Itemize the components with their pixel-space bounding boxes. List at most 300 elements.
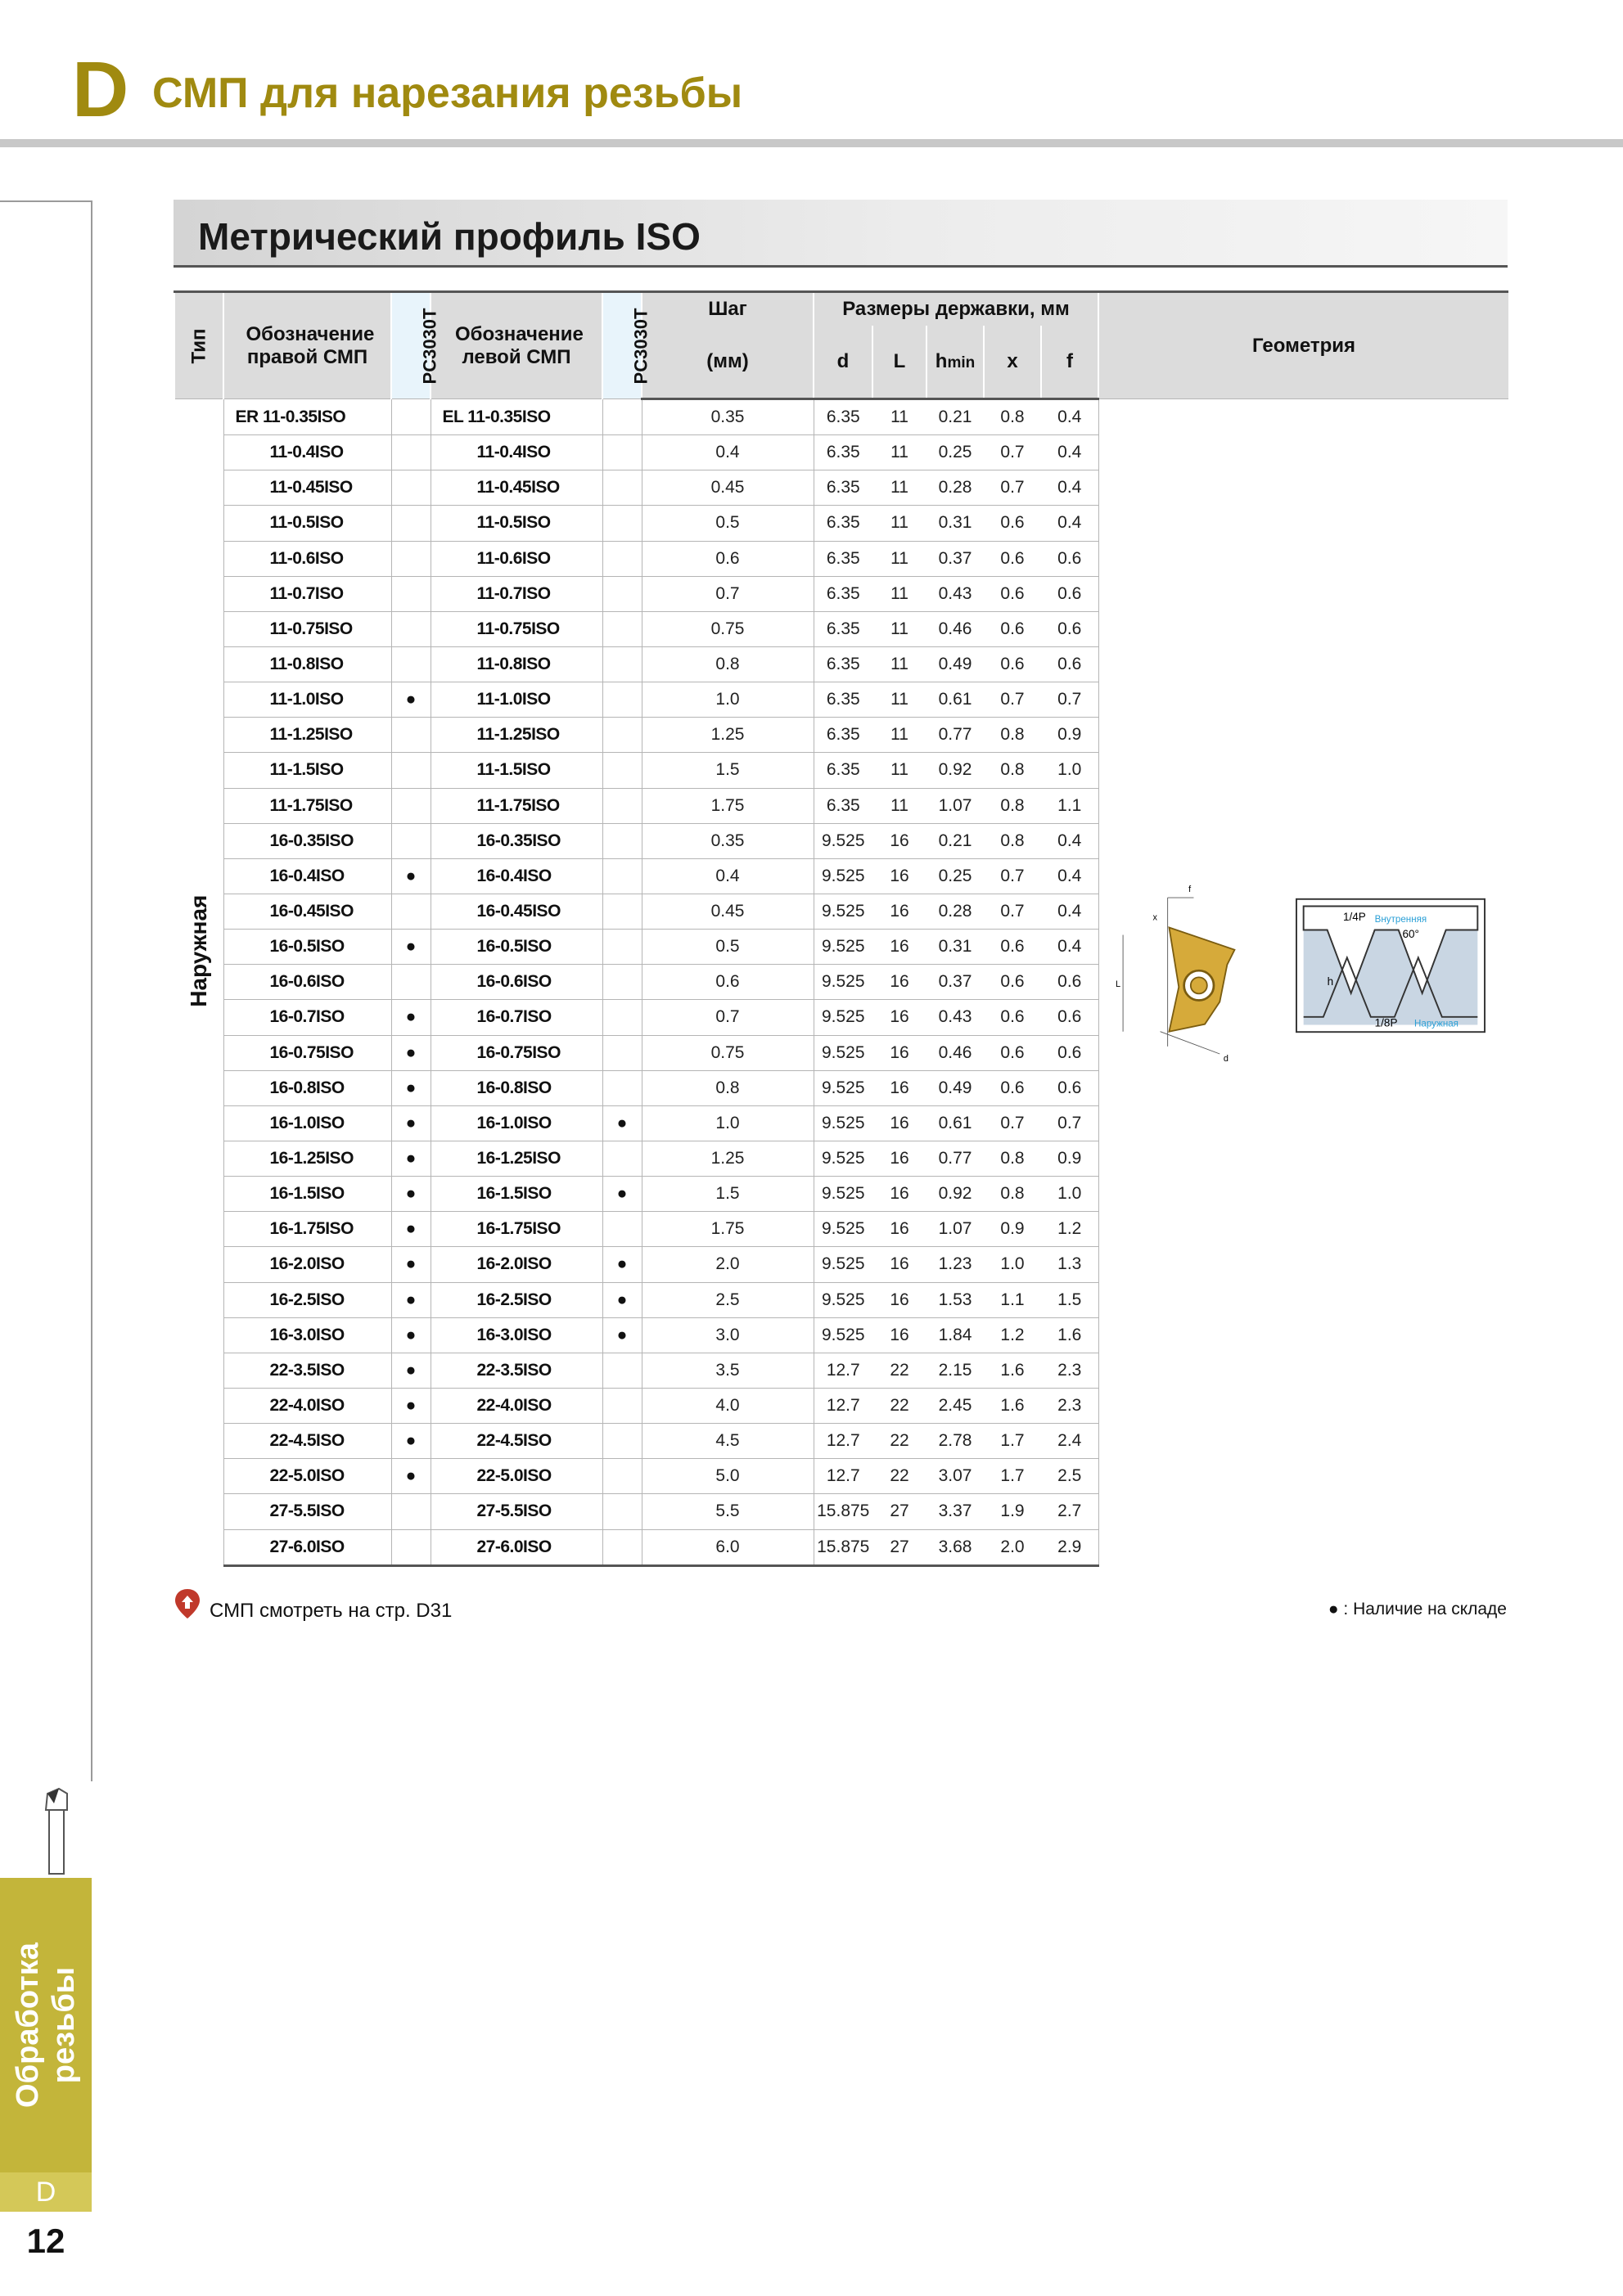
pitch-cell: 0.75 xyxy=(642,1035,814,1070)
stock-dot-left: ● xyxy=(602,1282,642,1317)
stock-dot-left xyxy=(602,1388,642,1423)
x-cell: 1.7 xyxy=(984,1424,1041,1459)
x-cell: 0.7 xyxy=(984,858,1041,894)
label-d: d xyxy=(1223,1054,1229,1065)
d-cell: 9.525 xyxy=(814,1070,872,1105)
L-cell: 16 xyxy=(872,930,926,965)
stock-dot-left xyxy=(602,1035,642,1070)
stock-dot-right xyxy=(391,435,431,470)
pitch-cell: 0.5 xyxy=(642,506,814,541)
right-insert-code: 11-0.75ISO xyxy=(223,611,391,646)
L-cell: 22 xyxy=(872,1424,926,1459)
left-insert-code: 22-3.5ISO xyxy=(431,1353,602,1388)
header-type: Тип xyxy=(174,292,223,399)
left-insert-code: 16-0.7ISO xyxy=(431,1000,602,1035)
left-insert-code: 11-1.5ISO xyxy=(431,753,602,788)
right-insert-code: 11-0.7ISO xyxy=(223,576,391,611)
page-reference: СМП смотреть на стр. D31 xyxy=(210,1600,453,1622)
pitch-cell: 0.35 xyxy=(642,823,814,858)
pitch-cell: 0.8 xyxy=(642,1070,814,1105)
left-insert-code: 16-1.75ISO xyxy=(431,1212,602,1247)
f-cell: 1.0 xyxy=(1041,753,1098,788)
stock-dot-left xyxy=(602,1212,642,1247)
stock-dot-left xyxy=(602,576,642,611)
pitch-cell: 2.0 xyxy=(642,1247,814,1282)
hmin-cell: 0.37 xyxy=(926,965,984,1000)
right-insert-code: 22-5.0ISO xyxy=(223,1459,391,1494)
d-cell: 6.35 xyxy=(814,399,872,435)
header-pitch-unit: (мм) xyxy=(642,326,814,399)
x-cell: 0.6 xyxy=(984,1070,1041,1105)
header-left-insert: Обозначение левой СМП xyxy=(431,292,602,399)
x-cell: 1.7 xyxy=(984,1459,1041,1494)
right-insert-code: 11-0.45ISO xyxy=(223,470,391,506)
right-insert-code: 16-0.8ISO xyxy=(223,1070,391,1105)
pitch-cell: 1.0 xyxy=(642,682,814,718)
stock-dot-right xyxy=(391,788,431,823)
d-cell: 9.525 xyxy=(814,1035,872,1070)
right-insert-code: 16-3.0ISO xyxy=(223,1317,391,1353)
stock-dot-right: ● xyxy=(391,1282,431,1317)
d-cell: 9.525 xyxy=(814,930,872,965)
stock-dot-right xyxy=(391,823,431,858)
L-cell: 16 xyxy=(872,894,926,929)
hmin-cell: 0.77 xyxy=(926,718,984,753)
f-cell: 2.5 xyxy=(1041,1459,1098,1494)
pitch-cell: 0.35 xyxy=(642,399,814,435)
L-cell: 11 xyxy=(872,788,926,823)
right-insert-code: 11-1.0ISO xyxy=(223,682,391,718)
left-insert-code: 22-5.0ISO xyxy=(431,1459,602,1494)
stock-dot-left xyxy=(602,894,642,929)
stock-dot-left xyxy=(602,646,642,682)
f-cell: 0.6 xyxy=(1041,646,1098,682)
stock-dot-right: ● xyxy=(391,1141,431,1176)
left-insert-code: 16-0.45ISO xyxy=(431,894,602,929)
pitch-cell: 5.0 xyxy=(642,1459,814,1494)
left-insert-code: 16-1.25ISO xyxy=(431,1141,602,1176)
stock-dot-left: ● xyxy=(602,1247,642,1282)
d-cell: 9.525 xyxy=(814,858,872,894)
x-cell: 0.6 xyxy=(984,965,1041,1000)
pitch-cell: 2.5 xyxy=(642,1282,814,1317)
stock-dot-right xyxy=(391,1529,431,1565)
f-cell: 2.4 xyxy=(1041,1424,1098,1459)
stock-legend xyxy=(1328,1600,1507,1619)
left-insert-code: 16-0.8ISO xyxy=(431,1070,602,1105)
L-cell: 16 xyxy=(872,1070,926,1105)
right-insert-code: 11-1.25ISO xyxy=(223,718,391,753)
pitch-cell: 4.0 xyxy=(642,1388,814,1423)
x-cell: 0.6 xyxy=(984,930,1041,965)
rail-divider xyxy=(91,202,92,1781)
stock-dot-right xyxy=(391,1494,431,1529)
pitch-cell: 0.7 xyxy=(642,576,814,611)
x-cell: 0.7 xyxy=(984,1105,1041,1141)
stock-dot-left xyxy=(602,682,642,718)
d-cell: 9.525 xyxy=(814,1317,872,1353)
left-insert-code: 16-1.0ISO xyxy=(431,1105,602,1141)
x-cell: 0.6 xyxy=(984,576,1041,611)
right-insert-code: 16-1.25ISO xyxy=(223,1141,391,1176)
d-cell: 6.35 xyxy=(814,541,872,576)
x-cell: 2.0 xyxy=(984,1529,1041,1565)
pitch-cell: 1.0 xyxy=(642,1105,814,1141)
right-insert-code: 22-4.5ISO xyxy=(223,1424,391,1459)
L-cell: 11 xyxy=(872,399,926,435)
f-cell: 0.9 xyxy=(1041,718,1098,753)
f-cell: 0.7 xyxy=(1041,682,1098,718)
header-right-insert: Обозначение правой СМП xyxy=(223,292,391,399)
rail-divider-top xyxy=(0,200,92,202)
left-insert-code: 16-0.35ISO xyxy=(431,823,602,858)
header-x: x xyxy=(984,326,1041,399)
pitch-cell: 0.4 xyxy=(642,435,814,470)
d-cell: 12.7 xyxy=(814,1353,872,1388)
d-cell: 6.35 xyxy=(814,682,872,718)
L-cell: 16 xyxy=(872,823,926,858)
stock-dot-left xyxy=(602,470,642,506)
page-number: 12 xyxy=(26,2222,65,2260)
L-cell: 16 xyxy=(872,1317,926,1353)
stock-dot-right: ● xyxy=(391,1353,431,1388)
L-cell: 11 xyxy=(872,611,926,646)
hmin-cell: 0.61 xyxy=(926,1105,984,1141)
label-eighth-p: 1/8P xyxy=(1374,1016,1397,1029)
hmin-cell: 0.43 xyxy=(926,576,984,611)
hmin-cell: 0.28 xyxy=(926,470,984,506)
sidebar-section-letter: D xyxy=(0,2172,92,2212)
x-cell: 0.6 xyxy=(984,1035,1041,1070)
f-cell: 0.4 xyxy=(1041,894,1098,929)
right-insert-code: 11-0.8ISO xyxy=(223,646,391,682)
pitch-cell: 0.6 xyxy=(642,965,814,1000)
left-insert-code: 11-0.8ISO xyxy=(431,646,602,682)
stock-dot-left: ● xyxy=(602,1177,642,1212)
stock-dot-right: ● xyxy=(391,1459,431,1494)
right-insert-code: 16-0.45ISO xyxy=(223,894,391,929)
header-grade-left: PC3030T xyxy=(602,292,642,399)
label-f: f xyxy=(1188,884,1191,894)
geometry-cell xyxy=(1098,399,1508,1566)
section-banner xyxy=(174,200,1508,268)
pitch-cell: 3.0 xyxy=(642,1317,814,1353)
stock-dot-right: ● xyxy=(391,1105,431,1141)
stock-dot-left xyxy=(602,788,642,823)
right-insert-code: 27-5.5ISO xyxy=(223,1494,391,1529)
f-cell: 2.7 xyxy=(1041,1494,1098,1529)
left-insert-code: 11-0.4ISO xyxy=(431,435,602,470)
page-title: СМП для нарезания резьбы xyxy=(152,70,743,117)
pitch-cell: 1.75 xyxy=(642,788,814,823)
hmin-cell: 2.78 xyxy=(926,1424,984,1459)
label-internal: Внутренняя xyxy=(1374,913,1427,925)
label-h: h xyxy=(1327,975,1333,988)
left-insert-code: 11-1.0ISO xyxy=(431,682,602,718)
stock-dot-left xyxy=(602,1000,642,1035)
header-holder-dims: Размеры державки, мм xyxy=(814,292,1098,326)
f-cell: 0.6 xyxy=(1041,965,1098,1000)
hmin-cell: 0.21 xyxy=(926,399,984,435)
x-cell: 0.8 xyxy=(984,1177,1041,1212)
L-cell: 11 xyxy=(872,753,926,788)
stock-dot-left xyxy=(602,399,642,435)
d-cell: 9.525 xyxy=(814,1141,872,1176)
d-cell: 6.35 xyxy=(814,611,872,646)
stock-dot-left xyxy=(602,965,642,1000)
d-cell: 6.35 xyxy=(814,646,872,682)
header-pitch: Шаг xyxy=(642,292,814,326)
hmin-cell: 3.37 xyxy=(926,1494,984,1529)
page-reference-icon xyxy=(174,1587,201,1620)
left-insert-code: 11-0.7ISO xyxy=(431,576,602,611)
f-cell: 0.6 xyxy=(1041,611,1098,646)
left-insert-code: 16-2.0ISO xyxy=(431,1247,602,1282)
stock-dot-left xyxy=(602,1353,642,1388)
x-cell: 0.6 xyxy=(984,541,1041,576)
left-insert-code: 11-0.45ISO xyxy=(431,470,602,506)
stock-dot-right: ● xyxy=(391,858,431,894)
right-insert-code: 11-1.5ISO xyxy=(223,753,391,788)
L-cell: 27 xyxy=(872,1494,926,1529)
stock-dot-left xyxy=(602,1141,642,1176)
right-insert-code: 16-2.5ISO xyxy=(223,1282,391,1317)
x-cell: 0.8 xyxy=(984,823,1041,858)
hmin-cell: 0.31 xyxy=(926,930,984,965)
sidebar-tab-label: Обработка резьбы xyxy=(11,1943,81,2108)
f-cell: 0.4 xyxy=(1041,435,1098,470)
section-title: Метрический профиль ISO xyxy=(198,215,701,258)
right-insert-code: 22-4.0ISO xyxy=(223,1388,391,1423)
hmin-cell: 1.53 xyxy=(926,1282,984,1317)
left-insert-code: 11-0.75ISO xyxy=(431,611,602,646)
header-hmin: hmin xyxy=(926,326,984,399)
hmin-cell: 0.61 xyxy=(926,682,984,718)
stock-dot-right xyxy=(391,576,431,611)
stock-dot-left xyxy=(602,718,642,753)
hmin-cell: 1.23 xyxy=(926,1247,984,1282)
d-cell: 9.525 xyxy=(814,1000,872,1035)
L-cell: 16 xyxy=(872,858,926,894)
d-cell: 12.7 xyxy=(814,1459,872,1494)
d-cell: 6.35 xyxy=(814,718,872,753)
L-cell: 16 xyxy=(872,965,926,1000)
right-insert-code: 16-1.75ISO xyxy=(223,1212,391,1247)
left-insert-code: 22-4.0ISO xyxy=(431,1388,602,1423)
stock-dot-right: ● xyxy=(391,1177,431,1212)
left-insert-code: 16-0.6ISO xyxy=(431,965,602,1000)
L-cell: 16 xyxy=(872,1247,926,1282)
left-insert-code: 27-6.0ISO xyxy=(431,1529,602,1565)
d-cell: 9.525 xyxy=(814,1105,872,1141)
pitch-cell: 0.75 xyxy=(642,611,814,646)
hmin-cell: 1.84 xyxy=(926,1317,984,1353)
L-cell: 11 xyxy=(872,506,926,541)
f-cell: 1.1 xyxy=(1041,788,1098,823)
L-cell: 11 xyxy=(872,541,926,576)
x-cell: 0.7 xyxy=(984,470,1041,506)
hmin-cell: 3.68 xyxy=(926,1529,984,1565)
label-x: x xyxy=(1152,912,1157,923)
label-angle: 60° xyxy=(1402,928,1419,941)
L-cell: 16 xyxy=(872,1105,926,1141)
stock-dot-right xyxy=(391,470,431,506)
L-cell: 16 xyxy=(872,1177,926,1212)
left-insert-code: 16-0.75ISO xyxy=(431,1035,602,1070)
pitch-cell: 1.5 xyxy=(642,753,814,788)
L-cell: 22 xyxy=(872,1388,926,1423)
x-cell: 0.6 xyxy=(984,506,1041,541)
hmin-cell: 0.25 xyxy=(926,435,984,470)
pitch-cell: 0.45 xyxy=(642,470,814,506)
header-geometry: Геометрия xyxy=(1098,292,1508,399)
right-insert-code: 11-1.75ISO xyxy=(223,788,391,823)
d-cell: 9.525 xyxy=(814,1212,872,1247)
x-cell: 0.7 xyxy=(984,682,1041,718)
stock-dot-left xyxy=(602,541,642,576)
L-cell: 16 xyxy=(872,1035,926,1070)
pitch-cell: 5.5 xyxy=(642,1494,814,1529)
stock-dot-right xyxy=(391,965,431,1000)
hmin-cell: 0.46 xyxy=(926,1035,984,1070)
x-cell: 0.6 xyxy=(984,611,1041,646)
stock-dot-right: ● xyxy=(391,1424,431,1459)
d-cell: 9.525 xyxy=(814,823,872,858)
x-cell: 0.7 xyxy=(984,894,1041,929)
stock-dot-left xyxy=(602,506,642,541)
hmin-cell: 0.28 xyxy=(926,894,984,929)
f-cell: 1.0 xyxy=(1041,1177,1098,1212)
stock-dot-left xyxy=(602,823,642,858)
stock-dot-left xyxy=(602,1424,642,1459)
f-cell: 0.6 xyxy=(1041,1000,1098,1035)
pitch-cell: 6.0 xyxy=(642,1529,814,1565)
x-cell: 1.6 xyxy=(984,1353,1041,1388)
right-insert-code: 16-0.35ISO xyxy=(223,823,391,858)
stock-dot-right: ● xyxy=(391,1000,431,1035)
right-insert-code: 27-6.0ISO xyxy=(223,1529,391,1565)
f-cell: 0.6 xyxy=(1041,1035,1098,1070)
stock-dot-right: ● xyxy=(391,1388,431,1423)
right-insert-code: 16-0.7ISO xyxy=(223,1000,391,1035)
header-divider xyxy=(0,139,1623,147)
hmin-cell: 0.77 xyxy=(926,1141,984,1176)
stock-dot-left xyxy=(602,1459,642,1494)
stock-dot-right: ● xyxy=(391,1212,431,1247)
hmin-cell: 2.15 xyxy=(926,1353,984,1388)
x-cell: 0.7 xyxy=(984,435,1041,470)
pitch-cell: 1.5 xyxy=(642,1177,814,1212)
stock-dot-left xyxy=(602,930,642,965)
right-insert-code: 16-1.5ISO xyxy=(223,1177,391,1212)
x-cell: 0.6 xyxy=(984,646,1041,682)
stock-dot-right: ● xyxy=(391,1035,431,1070)
hmin-cell: 1.07 xyxy=(926,1212,984,1247)
right-insert-code: 16-2.0ISO xyxy=(223,1247,391,1282)
L-cell: 16 xyxy=(872,1282,926,1317)
sidebar-tab[interactable] xyxy=(0,1878,92,2172)
f-cell: 0.9 xyxy=(1041,1141,1098,1176)
hmin-cell: 0.37 xyxy=(926,541,984,576)
hmin-cell: 0.46 xyxy=(926,611,984,646)
insert-table xyxy=(174,290,1508,1567)
stock-dot-right xyxy=(391,718,431,753)
f-cell: 0.6 xyxy=(1041,576,1098,611)
d-cell: 9.525 xyxy=(814,1247,872,1282)
x-cell: 0.8 xyxy=(984,1141,1041,1176)
right-insert-code: 16-0.6ISO xyxy=(223,965,391,1000)
stock-dot-left xyxy=(602,611,642,646)
L-cell: 11 xyxy=(872,682,926,718)
L-cell: 22 xyxy=(872,1459,926,1494)
type-label: Наружная xyxy=(185,894,211,1007)
L-cell: 11 xyxy=(872,435,926,470)
d-cell: 12.7 xyxy=(814,1424,872,1459)
d-cell: 6.35 xyxy=(814,788,872,823)
pitch-cell: 1.25 xyxy=(642,718,814,753)
left-insert-code: 22-4.5ISO xyxy=(431,1424,602,1459)
stock-dot-right: ● xyxy=(391,1247,431,1282)
right-insert-code: 11-0.5ISO xyxy=(223,506,391,541)
hmin-cell: 0.31 xyxy=(926,506,984,541)
x-cell: 0.9 xyxy=(984,1212,1041,1247)
L-cell: 11 xyxy=(872,718,926,753)
table-row xyxy=(174,399,1508,435)
d-cell: 6.35 xyxy=(814,435,872,470)
f-cell: 2.9 xyxy=(1041,1529,1098,1565)
stock-dot-right xyxy=(391,541,431,576)
f-cell: 2.3 xyxy=(1041,1388,1098,1423)
header-grade-right: PC3030T xyxy=(391,292,431,399)
x-cell: 0.8 xyxy=(984,753,1041,788)
x-cell: 1.9 xyxy=(984,1494,1041,1529)
f-cell: 1.6 xyxy=(1041,1317,1098,1353)
d-cell: 6.35 xyxy=(814,576,872,611)
L-cell: 16 xyxy=(872,1212,926,1247)
stock-dot-right: ● xyxy=(391,1317,431,1353)
left-insert-code: 16-0.5ISO xyxy=(431,930,602,965)
hmin-cell: 2.45 xyxy=(926,1388,984,1423)
f-cell: 0.6 xyxy=(1041,1070,1098,1105)
stock-legend-text: : Наличие на складе xyxy=(1343,1600,1507,1618)
stock-dot-left xyxy=(602,1494,642,1529)
f-cell: 0.4 xyxy=(1041,470,1098,506)
d-cell: 15.875 xyxy=(814,1529,872,1565)
f-cell: 0.7 xyxy=(1041,1105,1098,1141)
stock-dot-right: ● xyxy=(391,1070,431,1105)
x-cell: 1.0 xyxy=(984,1247,1041,1282)
stock-dot-right xyxy=(391,399,431,435)
right-insert-code: 11-0.6ISO xyxy=(223,541,391,576)
f-cell: 0.4 xyxy=(1041,858,1098,894)
thread-profile-drawing xyxy=(1296,897,1485,1034)
stock-dot-right xyxy=(391,611,431,646)
f-cell: 0.6 xyxy=(1041,541,1098,576)
f-cell: 0.4 xyxy=(1041,399,1098,435)
left-insert-code: 16-2.5ISO xyxy=(431,1282,602,1317)
x-cell: 1.1 xyxy=(984,1282,1041,1317)
pitch-cell: 4.5 xyxy=(642,1424,814,1459)
f-cell: 0.4 xyxy=(1041,823,1098,858)
pitch-cell: 0.5 xyxy=(642,930,814,965)
pitch-cell: 3.5 xyxy=(642,1353,814,1388)
hmin-cell: 0.92 xyxy=(926,753,984,788)
right-insert-code: 16-1.0ISO xyxy=(223,1105,391,1141)
hmin-cell: 0.92 xyxy=(926,1177,984,1212)
stock-dot-right xyxy=(391,646,431,682)
stock-dot-right: ● xyxy=(391,930,431,965)
hmin-cell: 3.07 xyxy=(926,1459,984,1494)
